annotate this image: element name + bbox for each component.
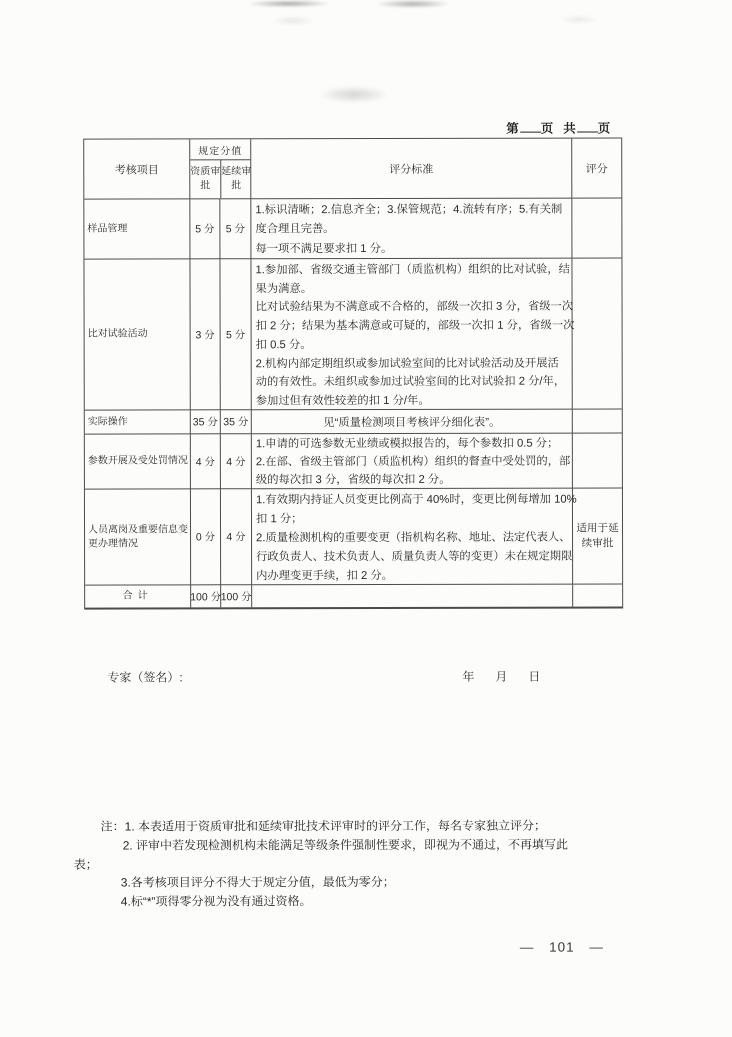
remark-cell <box>573 584 622 606</box>
page-header-text: 页 <box>540 121 555 136</box>
header-assessment-item: 考核项目 <box>84 139 190 199</box>
note-line: 2. 评审中若发现检测机构未能满足等级条件强制性要求，即视为不通过，不再填写此 <box>122 837 569 853</box>
criteria-line: 1.有效期内持证人员变更比例高于 40%时，变更比例每增加 10% <box>255 493 577 507</box>
date-line <box>462 668 540 685</box>
date-day-label: 日 <box>528 669 541 684</box>
score-cell: 4 分 <box>221 489 252 585</box>
score-cell: 35 分 <box>191 410 221 434</box>
criteria-line: 1.申请的可选参数无业绩或模拟报告的，每个参数扣 0.5 分； <box>255 437 559 451</box>
criteria-cell <box>252 585 573 608</box>
criteria-line: 行政负责人、技术负责人、质量负责人等的变更）未在规定期限 <box>256 550 573 564</box>
scan-smudge <box>559 16 599 24</box>
scan-smudge <box>319 86 389 103</box>
criteria-line: 2.质量检测机构的重要变更（指机构名称、地址、法定代表人、 <box>256 531 571 545</box>
remark-cell <box>572 198 621 258</box>
item-cell: 实际操作 <box>85 410 191 434</box>
page-number-blank <box>520 121 541 133</box>
total-score-cell: 100 分 <box>191 585 221 607</box>
criteria-cell <box>251 199 572 260</box>
criteria-line: 每一项不满足要求扣 1 分。 <box>255 242 393 255</box>
criteria-line: 比对试验结果为不满意或不合格的，部级一次扣 3 分，省级一次 <box>255 300 574 314</box>
criteria-cell <box>252 410 573 435</box>
criteria-line: 见“质量检测项目考核评分细化表”。 <box>323 416 501 429</box>
score-cell: 5 分 <box>220 199 251 259</box>
header-renewal-approval <box>221 160 251 198</box>
header-sub-line: 延续审 <box>221 166 252 178</box>
item-cell: 参数开展及受处罚情况 <box>85 434 191 489</box>
scan-smudge <box>249 0 329 7</box>
total-score-cell: 100 分 <box>221 585 252 607</box>
item-cell: 人员离岗及重要信息变更办理情况 <box>85 489 191 585</box>
date-year-label: 年 <box>462 669 475 684</box>
header-qualification-approval <box>190 160 221 198</box>
remark-cell <box>573 409 622 433</box>
criteria-cell <box>251 259 575 411</box>
item-cell: 比对试验活动 <box>84 259 190 410</box>
header-prescribed-score-label: 规定分值 <box>190 139 250 160</box>
remark-cell <box>572 258 621 409</box>
score-cell: 5 分 <box>220 259 251 410</box>
page-number-footer: — 101 — <box>519 939 604 955</box>
scan-smudge <box>271 16 315 25</box>
note-line: 表； <box>73 857 98 872</box>
remark-cell: 适用于延续审批 <box>573 488 622 584</box>
page-header-text: 共 <box>563 121 577 136</box>
header-sub-line: 资质审 <box>190 166 221 178</box>
criteria-line: 1.标识清晰；2.信息齐全；3.保管规范；4.流转有序；5.有关制 <box>255 203 563 217</box>
score-cell: 5 分 <box>190 199 220 259</box>
total-pages-blank <box>577 121 598 133</box>
total-label-cell: 合计 <box>85 585 191 607</box>
item-cell: 样品管理 <box>84 199 190 259</box>
date-month-label: 月 <box>495 669 508 684</box>
notes-section <box>1 816 732 912</box>
header-scoring-criteria: 评分标准 <box>251 139 572 200</box>
page-header-text: 页 <box>597 121 612 136</box>
score-cell: 4 分 <box>221 434 252 489</box>
criteria-line: 扣 0.5 分。 <box>255 338 312 352</box>
criteria-line: 2.机构内部定期组织或参加试验室间的比对试验活动及开展活 <box>255 357 559 370</box>
header-prescribed-score-group <box>190 139 251 199</box>
criteria-line: 动的有效性。未组织或参加过试验室间的比对试验扣 2 分/年， <box>255 375 566 389</box>
header-sub-line: 批 <box>231 180 242 192</box>
header-sub-line: 批 <box>200 180 211 192</box>
note-line: 注：1. 本表适用于资质审批和延续审批技术评审时的评分工作，每名专家独立评分； <box>100 818 547 834</box>
criteria-line: 内办理变更手续，扣 2 分。 <box>256 570 393 583</box>
criteria-line: 扣 1 分； <box>255 513 303 526</box>
scan-smudge <box>377 0 449 8</box>
remark-cell <box>573 433 622 488</box>
score-cell: 0 分 <box>191 489 221 585</box>
criteria-line: 果为满意。 <box>255 282 313 295</box>
assessment-score-table <box>83 137 623 609</box>
note-line: 4.标“*”项得零分视为没有通过资格。 <box>120 894 312 909</box>
header-score: 评分 <box>572 138 621 198</box>
page-header-text: 第 <box>506 121 520 136</box>
criteria-line: 参加过但有效性较差的扣 1 分/年。 <box>255 394 430 408</box>
criteria-line: 级的每次扣 3 分，省级的每次扣 2 分。 <box>255 473 451 487</box>
expert-signature-label: 专家（签名）: <box>107 670 183 685</box>
criteria-line: 2.在部、省级主管部门（质监机构）组织的督查中受处罚的，部 <box>255 455 571 469</box>
criteria-cell <box>252 434 573 490</box>
score-cell: 4 分 <box>191 434 221 489</box>
note-line: 3.各考核项目评分不得大于规定分值，最低为零分； <box>120 875 395 890</box>
score-cell: 35 分 <box>221 410 252 434</box>
criteria-line: 扣 2 分；结果为基本满意或可疑的，部级一次扣 1 分，省级一次 <box>255 319 575 333</box>
criteria-line: 度合理且完善。 <box>255 223 335 236</box>
page-number-header <box>506 118 611 136</box>
criteria-line: 1.参加部、省级交通主管部门（质监机构）组织的比对试验，结 <box>255 263 570 277</box>
criteria-cell <box>252 489 577 586</box>
score-cell: 3 分 <box>190 259 220 410</box>
